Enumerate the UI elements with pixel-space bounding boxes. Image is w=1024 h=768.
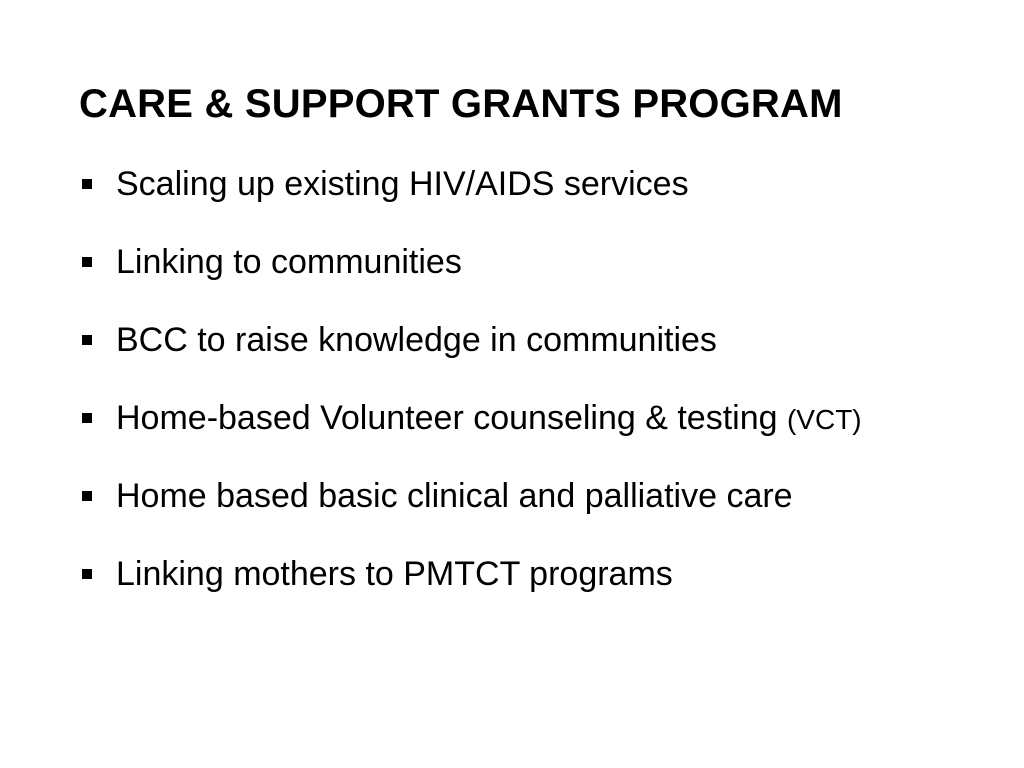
bullet-main-text: Scaling up existing HIV/AIDS services [116, 165, 689, 203]
bullet-item [80, 318, 1010, 396]
square-bullet-icon [82, 491, 92, 501]
bullet-item [80, 240, 1010, 318]
bullet-main-text: Home based basic clinical and palliative care [116, 477, 793, 515]
bullet-main-text: BCC to raise knowledge in communities [116, 321, 717, 359]
bullet-text [116, 552, 673, 598]
square-bullet-icon [82, 179, 92, 189]
bullet-text [116, 396, 862, 442]
square-bullet-icon [82, 257, 92, 267]
bullet-text [116, 162, 689, 208]
bullet-item [80, 162, 1010, 240]
bullet-item [80, 552, 1010, 630]
bullet-text [116, 474, 793, 520]
bullet-item [80, 396, 1010, 474]
bullet-main-text: Home-based Volunteer counseling & testing [116, 399, 787, 437]
square-bullet-icon [82, 335, 92, 345]
bullet-main-text: Linking to communities [116, 243, 462, 281]
square-bullet-icon [82, 569, 92, 579]
slide-title: CARE & SUPPORT GRANTS PROGRAM [79, 82, 843, 126]
bullet-text [116, 318, 717, 364]
square-bullet-icon [82, 413, 92, 423]
bullet-list [80, 162, 1010, 630]
bullet-main-text: Linking mothers to PMTCT programs [116, 555, 673, 593]
bullet-item [80, 474, 1010, 552]
bullet-text [116, 240, 462, 286]
bullet-suffix-text: (VCT) [786, 404, 862, 435]
